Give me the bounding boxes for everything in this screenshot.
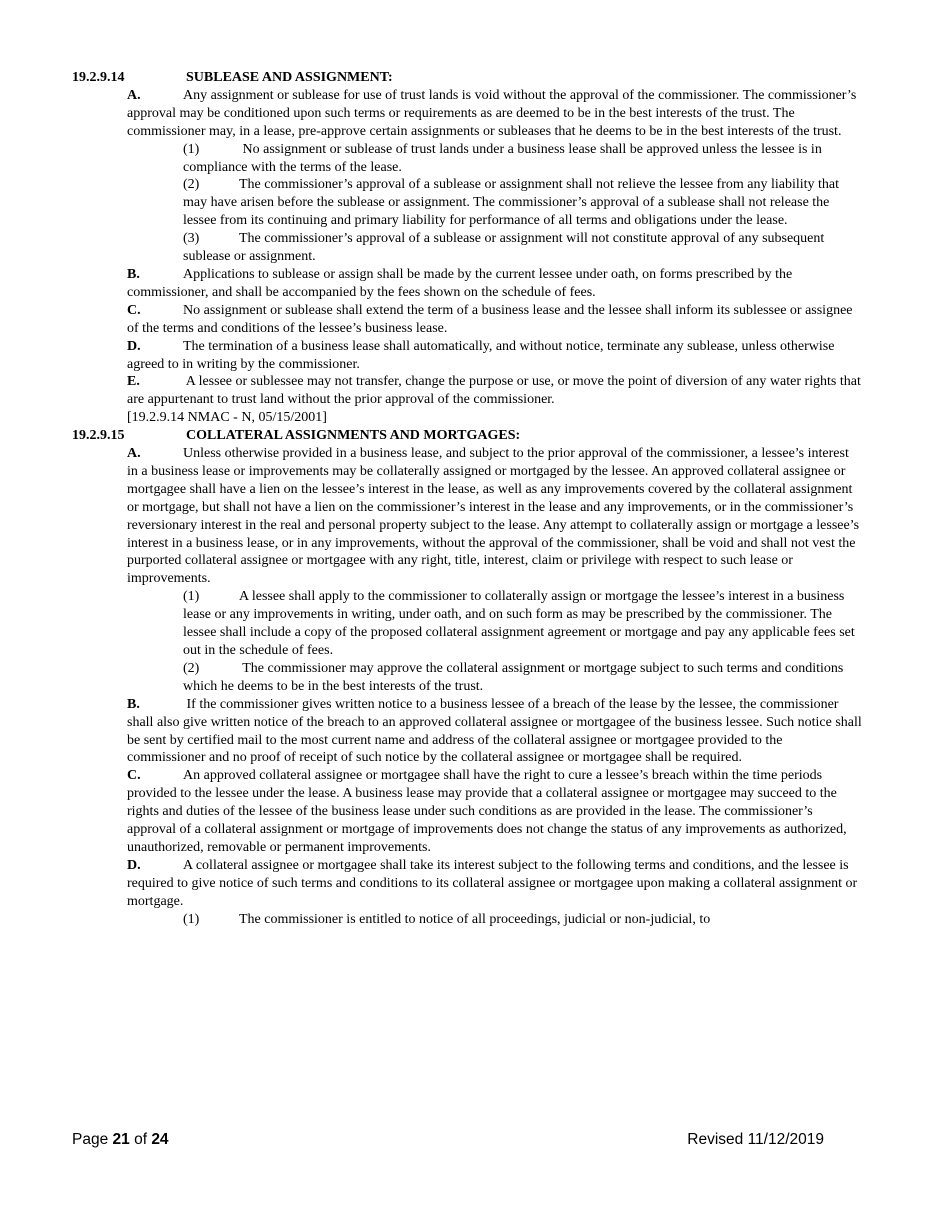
paragraph-e xyxy=(127,373,862,409)
paragraph-label: A. xyxy=(127,446,141,462)
subparagraph-2 xyxy=(183,660,862,696)
page-of: of xyxy=(129,1131,152,1148)
subparagraph-2 xyxy=(183,176,862,230)
subparagraph-label: (1) xyxy=(183,141,200,157)
subparagraph-label: (2) xyxy=(183,660,200,676)
section-number: 19.2.9.15 xyxy=(72,428,125,444)
subparagraph-text: The commissioner is entitled to notice of all proceedings, judicial or non-judicial, to xyxy=(239,911,711,927)
subparagraph-label: (2) xyxy=(183,177,200,193)
subparagraph-label: (1) xyxy=(183,911,200,927)
subparagraph-text: The commissioner’s approval of a sublease or assignment shall not relieve the lessee from any liability that may have arisen before the sublease or assignment. The commissioner’s approval of a sublease shall not release the lessee from its continuing and primary liability for performance of all terms and obligations under the lease. xyxy=(183,177,840,229)
paragraph-label: B. xyxy=(127,696,140,712)
section-heading-19-2-9-14 xyxy=(72,69,862,87)
paragraph-text: The termination of a business lease shall automatically, and without notice, terminate any sublease, unless otherwise agreed to in writing by the commissioner. xyxy=(127,338,835,372)
paragraph-a xyxy=(127,87,862,141)
subparagraph-label: (3) xyxy=(183,231,200,247)
paragraph-c xyxy=(127,302,862,338)
paragraph-label: E. xyxy=(127,374,140,390)
page-indicator xyxy=(72,1131,169,1149)
subparagraph-text: The commissioner may approve the collateral assignment or mortgage subject to such terms and conditions which he deems to be in the best interests of the trust. xyxy=(183,660,844,694)
history-note: [19.2.9.14 NMAC - N, 05/15/2001] xyxy=(127,410,327,426)
paragraph-label: B. xyxy=(127,266,140,282)
paragraph-d xyxy=(127,857,862,911)
document-body xyxy=(72,69,862,929)
paragraph-text: Any assignment or sublease for use of trust lands is void without the approval of the commissioner. The commissioner’s approval may be conditioned upon such terms or requirements as are deemed to be in the best interests of the trust. The commissioner may, in a lease, pre-approve certain assignments or subleases that he deems to be in the best interests of the trust. xyxy=(127,87,857,139)
section-number: 19.2.9.14 xyxy=(72,70,125,85)
page-total: 24 xyxy=(151,1131,169,1148)
paragraph-a xyxy=(127,445,862,588)
page-prefix: Page xyxy=(72,1131,113,1148)
paragraph-text: A lessee or sublessee may not transfer, change the purpose or use, or move the point of diversion of any water rights that are appurtenant to trust land without the prior approval of the commissioner. xyxy=(127,374,861,408)
subparagraph-3 xyxy=(183,230,862,266)
subparagraph-text: No assignment or sublease of trust lands under a business lease shall be approved unless the lessee is in compliance with the terms of the lease. xyxy=(183,141,822,175)
paragraph-label: C. xyxy=(127,302,141,318)
paragraph-text: No assignment or sublease shall extend the term of a business lease and the lessee shall inform its sublessee or assignee of the terms and conditions of the lessee’s business lease. xyxy=(127,302,853,336)
paragraph-d xyxy=(127,338,862,374)
paragraph-label: D. xyxy=(127,857,141,873)
subparagraph-label: (1) xyxy=(183,589,200,605)
section-heading-19-2-9-15 xyxy=(72,427,862,445)
subparagraph-1 xyxy=(183,588,862,660)
page-footer xyxy=(72,1131,824,1149)
paragraph-text: An approved collateral assignee or mortgagee shall have the right to cure a lessee’s breach within the time periods provided to the lessee under the lease. A business lease may provide that a collateral assignee or mortgagee may succeed to the rights and duties of the lessee of the business lease under such conditions as are provided in the lease. The commissioner’s approval of a collateral assignment or mortgage of improvements does not change the status of any improvements as authorized, unauthorized, removable or permanent improvements. xyxy=(127,768,847,855)
paragraph-c xyxy=(127,767,862,857)
subparagraph-text: A lessee shall apply to the commissioner to collaterally assign or mortgage the lessee’s interest in a business lease or any improvements in writing, under oath, and on such form as may be prescribed by the commissioner. The lessee shall include a copy of the proposed collateral assignment agreement or mortgage and pay any applicable fees set out in the schedule of fees. xyxy=(183,589,855,658)
page-number: 21 xyxy=(112,1131,130,1148)
paragraph-b xyxy=(127,266,862,302)
subparagraph-1 xyxy=(183,911,862,929)
subparagraph-1 xyxy=(183,141,862,177)
paragraph-text: A collateral assignee or mortgagee shall take its interest subject to the following terms and conditions, and the lessee is required to give notice of such terms and conditions to its collateral assignee or mortgagee upon making a collateral assignment or mortgage. xyxy=(127,857,858,909)
subparagraph-text: The commissioner’s approval of a sublease or assignment will not constitute approval of any subsequent sublease or assignment. xyxy=(183,231,825,265)
paragraph-label: C. xyxy=(127,768,141,784)
section-title: COLLATERAL ASSIGNMENTS AND MORTGAGES: xyxy=(186,428,521,444)
paragraph-text: Unless otherwise provided in a business lease, and subject to the prior approval of the commissioner, a lessee’s interest in a business lease or improvements may be collaterally assigned or mortgaged by the lessee. An approved collateral assignee or mortgagee shall have a lien on the lessee’s interest in the lease, as well as any improvements covered by the collateral assignment or mortgage, but shall not have a lien on the commissioner’s interest in the lease and any improvements, or in the commissioner’s reversionary interest in the real and personal property subject to the lease. Any attempt to collaterally assign or mortgage a lessee’s interest in a business lease, or in any improvements, without the approval of the commissioner, shall be void and shall not vest the purported collateral assignee or mortgagee with any right, title, interest, claim or privilege with respect to such lease or improvements. xyxy=(127,446,860,587)
revision-date: Revised 11/12/2019 xyxy=(687,1131,824,1148)
paragraph-label: D. xyxy=(127,338,141,354)
section-title: SUBLEASE AND ASSIGNMENT: xyxy=(186,70,393,85)
paragraph-text: Applications to sublease or assign shall be made by the current lessee under oath, on forms prescribed by the commissioner, and shall be accompanied by the fees shown on the schedule of fees. xyxy=(127,266,793,300)
paragraph-b xyxy=(127,696,862,768)
paragraph-text: If the commissioner gives written notice to a business lessee of a breach of the lease by the lessee, the commissioner shall also give written notice of the breach to an approved collateral assignee or mortgagee of the business lessee. Such notice shall be sent by certified mail to the most current name and address of the collateral assignee or mortgagee provided to the commissioner and no proof of receipt of such notice by the collateral assignee or mortgagee shall be required. xyxy=(127,696,862,766)
paragraph-label: A. xyxy=(127,87,141,103)
